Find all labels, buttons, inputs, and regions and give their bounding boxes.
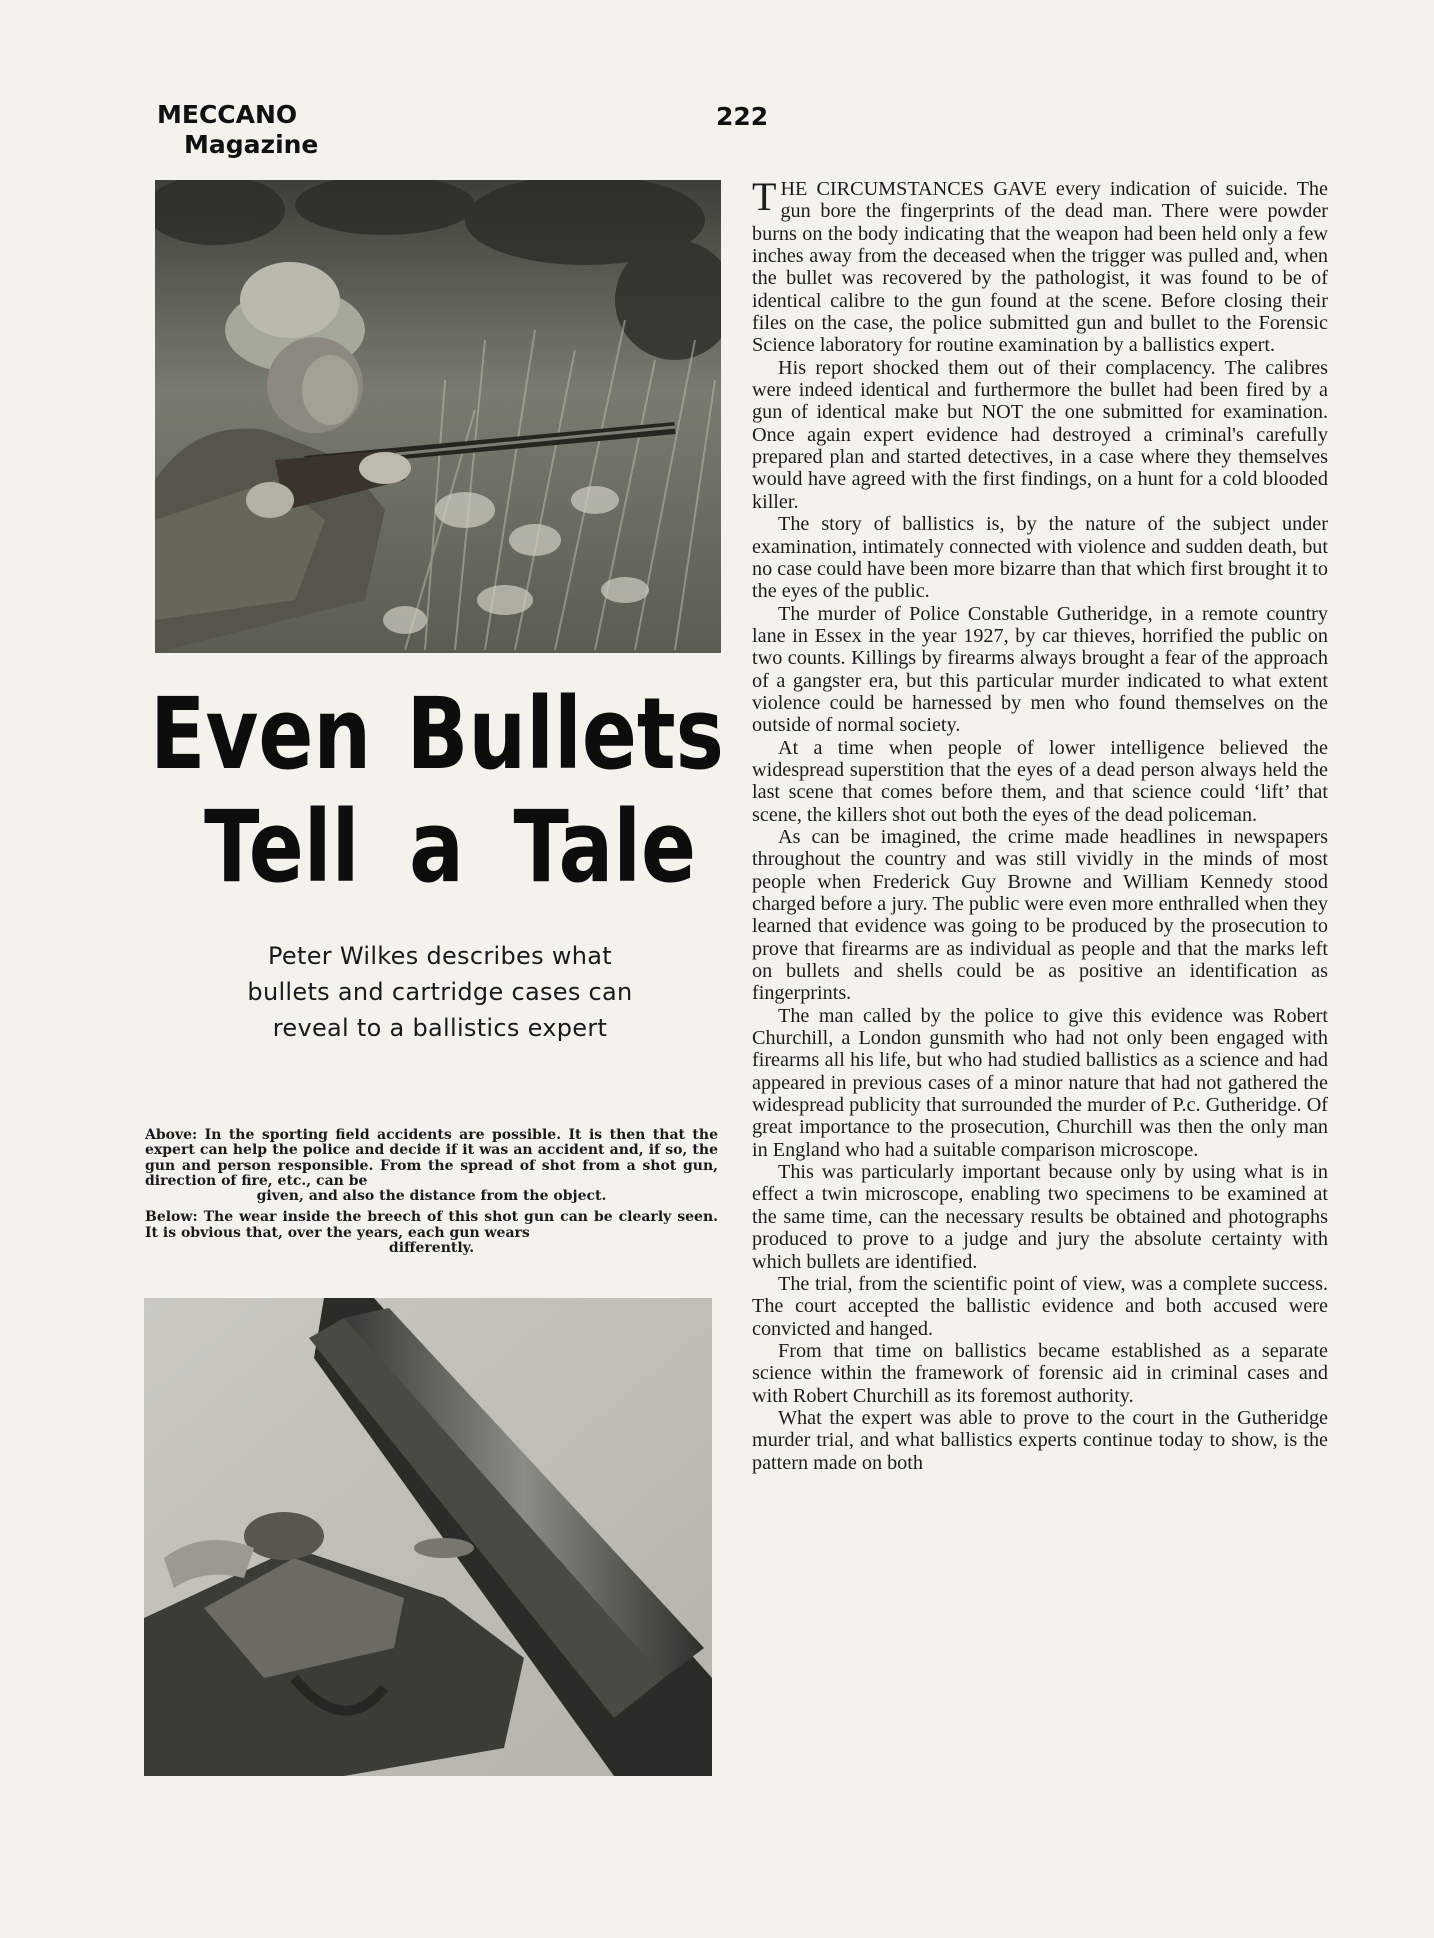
drop-cap: T [752,174,777,219]
article-body [752,174,1328,1474]
article-paragraph: At a time when people of lower intelligence believed the widespread superstition that the eyes of a dead person always held the last scene that comes before them, and that science could ‘lift’ that scene, the killers shot out both the eyes of the dead policeman. [752,736,1328,826]
masthead-title: MECCANO [157,100,298,129]
article-paragraph: The murder of Police Constable Gutheridge, in a remote country lane in Essex in the year 1927, by car thieves, horrified the public on two counts. Killings by firearms always brought a fear of the approach of a gangster era, but this particular murder indicated to what extent violence could be harnessed by men who found themselves on the outside of normal society. [752,602,1328,737]
article-paragraph: What the expert was able to prove to the court in the Gutheridge murder trial, and what ballistics experts continue today to show, is the pattern made on both [752,1406,1328,1474]
article-paragraph-text: HE CIRCUMSTANCES GAVE every indication of suicide. The gun bore the fingerprints of the dead man. There were powder burns on the body indicating that the weapon had been held only a few inches away from the deceased when the trigger was pulled and, when the bullet was recovered by the pathologist, it was found to be of identical calibre to the gun found at the scene. Before closing their files on the case, the police submitted gun and bullet to the Forensic Science laboratory for routine examination by a ballistics expert. [752,178,1328,357]
caption-below [145,1210,718,1256]
photo-breech-image [144,1298,712,1776]
headline-line-2 [204,791,696,904]
article-paragraph: The trial, from the scientific point of view, was a complete success. The court accepted the ballistic evidence and both accused were convicted and hanged. [752,1272,1328,1340]
photo-shotgun-breech [144,1298,712,1776]
caption-above-end: given, and also the distance from the object. [256,1188,607,1205]
headline-word: a [409,790,464,905]
article-paragraph [752,174,1328,357]
masthead [157,100,318,160]
masthead-subtitle: Magazine [184,130,319,159]
caption-below-end: differently. [388,1240,475,1257]
headline-word: Bullets [406,677,724,792]
article-paragraph: This was particularly important because only by using what is in effect a twin microscope, enabling two specimens to be examined at the same time, can the necessary results be obtained and photographs produced to prove to a judge and jury the absolute certainty with which bullets are identified. [752,1161,1328,1273]
headline-line-1 [150,678,724,791]
photo-captions [145,1128,718,1262]
caption-above-text: Above: In the sporting field accidents are possible. It is then that the expert can help the police and decide if it was an accident and, if so, the gun and person responsible. From the spread of shot from a shot gun, direction of fire, etc., can be [145,1127,718,1189]
article-paragraph: From that time on ballistics became established as a separate science within the framework of forensic aid in criminal cases and with Robert Churchill as its foremost authority. [752,1339,1328,1407]
caption-below-text: Below: The wear inside the breech of this shot gun can be clearly seen. It is obvious that, over the years, each gun wears [145,1209,718,1241]
caption-above [145,1128,718,1204]
article-paragraph: His report shocked them out of their complacency. The calibres were indeed identical and furthermore the bullet had been fired by a gun of identical make but NOT the one submitted for examination. Once again expert evidence had destroyed a criminal's carefully prepared plan and started detectives, in a case where they themselves would have agreed with the first findings, on a hunt for a cold blooded killer. [752,356,1328,513]
article-paragraph: The story of ballistics is, by the nature of the subject under examination, intimately connected with violence and sudden death, but no case could have been more bizarre than that which first brought it to the eyes of the public. [752,513,1328,603]
headline-word: Even [150,677,372,792]
byline: Peter Wilkes describes what bullets and cartridge cases can reveal to a ballistics expert [247,942,633,1042]
headline [150,677,724,905]
article-paragraph: As can be imagined, the crime made headlines in newspapers throughout the country and was still vividly in the minds of most people when Frederick Guy Browne and William Kennedy stood charged before a jury. The public were even more enthralled when they learned that evidence was going to be produced by the prosecution to prove that firearms are as individual as people and that the marks left on bullets and shells could be as positive an identification as fingerprints. [752,825,1328,1005]
photo-hunter [155,180,721,653]
photo-hunter-image [155,180,721,653]
headline-word: Tell [204,790,360,905]
headline-word: Tale [513,790,697,905]
page-number: 222 [716,102,769,131]
article-paragraph: The man called by the police to give this evidence was Robert Churchill, a London gunsmith who had not only been engaged with firearms all his life, but who had studied ballistics as a science and had appeared in previous cases of a minor nature that had not gathered the widespread publicity that surrounded the murder of P.c. Gutheridge. Of great importance to the prosecution, Churchill was then the only man in England who had a suitable comparison microscope. [752,1004,1328,1161]
